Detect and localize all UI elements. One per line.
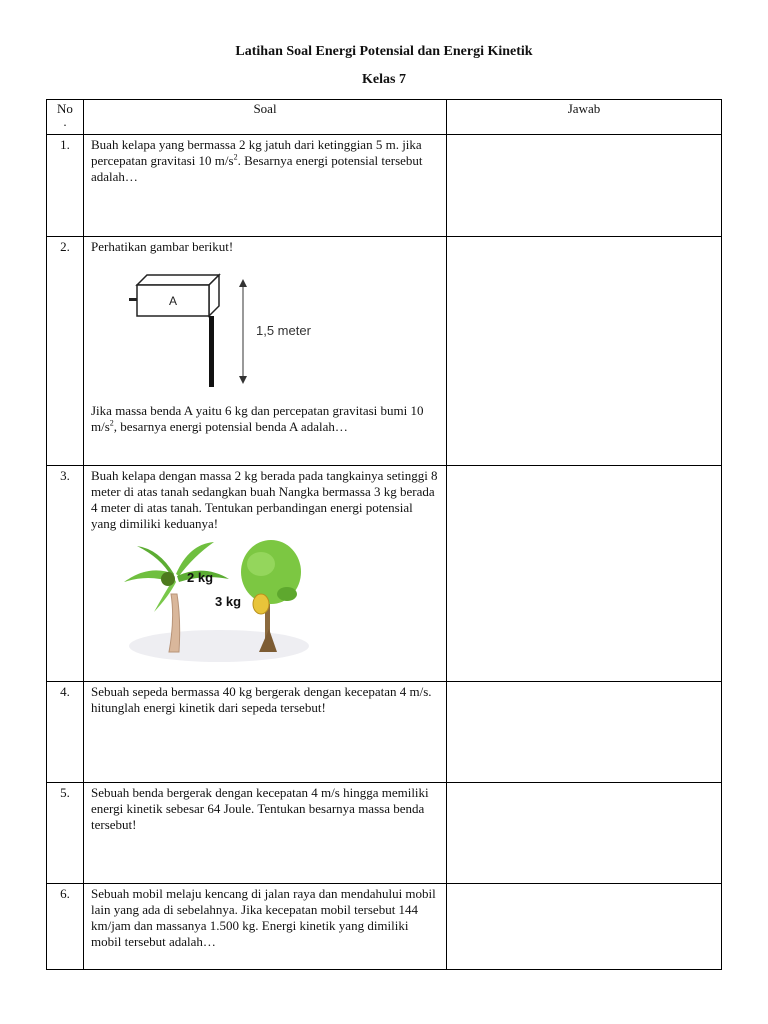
table-row	[47, 466, 722, 682]
table-row	[47, 237, 722, 466]
header-jawab: Jawab	[447, 100, 722, 135]
box-height-figure	[123, 255, 373, 395]
row-number: 3.	[47, 466, 84, 682]
jackfruit-mass-label: 3 kg	[215, 594, 242, 609]
row-number: 6.	[47, 884, 84, 970]
arrow-down-icon	[239, 376, 247, 384]
question-text: Buah kelapa dengan massa 2 kg berada pada tangkainya setinggi 8 meter di atas tanah sedangkan buah Nangka bermassa 3 kg berada 4 meter di atas tanah. Tentukan perbandingan energi potensial yang dimiliki keduanya!	[91, 468, 438, 531]
coconut-mass-label: 2 kg	[187, 570, 214, 585]
answer-cell[interactable]	[447, 237, 722, 466]
answer-cell[interactable]	[447, 466, 722, 682]
question-text: Buah kelapa yang bermassa 2 kg jatuh dari ketinggian 5 m. jika percepatan gravitasi 10 m/s	[91, 137, 422, 168]
question-text: Jika massa benda A yaitu 6 kg dan percepatan gravitasi bumi 10 m/s	[91, 403, 424, 434]
question-cell	[84, 237, 447, 466]
question-cell: Sebuah sepeda bermassa 40 kg bergerak dengan kecepatan 4 m/s. hitunglah energi kinetik dari sepeda tersebut!	[84, 682, 447, 783]
answer-cell[interactable]	[447, 682, 722, 783]
canopy-highlight	[247, 552, 275, 576]
document-title: Latihan Soal Energi Potensial dan Energi Kinetik	[235, 44, 533, 59]
row-number: 1.	[47, 135, 84, 237]
table-row	[47, 783, 722, 884]
answer-cell[interactable]	[447, 884, 722, 970]
row-number: 4.	[47, 682, 84, 783]
header-no-label: No	[57, 101, 73, 116]
question-cell: Sebuah mobil melaju kencang di jalan raya dan mendahului mobil lain yang ada di sebelahnya. Jika kecepatan mobil tersebut 144 km/jam dan massanya 1.500 kg. Energi kinetik yang dimiliki mobil tersebut adalah…	[84, 884, 447, 970]
palm-trunk	[169, 594, 180, 652]
table-row	[47, 135, 722, 237]
header-no	[47, 100, 84, 135]
question-cell	[84, 466, 447, 682]
arrow-up-icon	[239, 279, 247, 287]
canopy-shade	[277, 587, 297, 601]
document-subtitle: Kelas 7	[362, 72, 406, 87]
header-soal: Soal	[84, 100, 447, 135]
question-text-end: , besarnya energi potensial benda A adalah…	[113, 419, 348, 434]
question-cell: Sebuah benda bergerak dengan kecepatan 4 m/s hingga memiliki energi kinetik sebesar 64 Joule. Tentukan besarnya massa benda tersebut!	[84, 783, 447, 884]
trees-figure	[119, 534, 319, 664]
support-pole	[209, 316, 214, 387]
answer-cell[interactable]	[447, 783, 722, 884]
row-number: 2.	[47, 237, 84, 466]
box-top	[137, 275, 219, 285]
question-cell	[84, 135, 447, 237]
table-header-row	[47, 100, 722, 135]
header-no-dot: .	[63, 114, 67, 129]
height-label: 1,5 meter	[256, 323, 311, 338]
question-table	[46, 99, 722, 970]
superscript: 2	[109, 418, 114, 428]
box-handle	[129, 298, 137, 301]
table-row	[47, 884, 722, 970]
coconut	[161, 572, 175, 586]
question-body	[91, 403, 440, 435]
table-row	[47, 682, 722, 783]
jackfruit	[253, 594, 269, 614]
ground-shadow	[129, 630, 309, 662]
answer-cell[interactable]	[447, 135, 722, 237]
question-intro: Perhatikan gambar berikut!	[91, 239, 234, 254]
row-number: 5.	[47, 783, 84, 884]
superscript: 2	[233, 152, 238, 162]
box-label: A	[168, 294, 178, 308]
question-text-end: . Besarnya energi potensial tersebut adalah…	[91, 153, 423, 184]
